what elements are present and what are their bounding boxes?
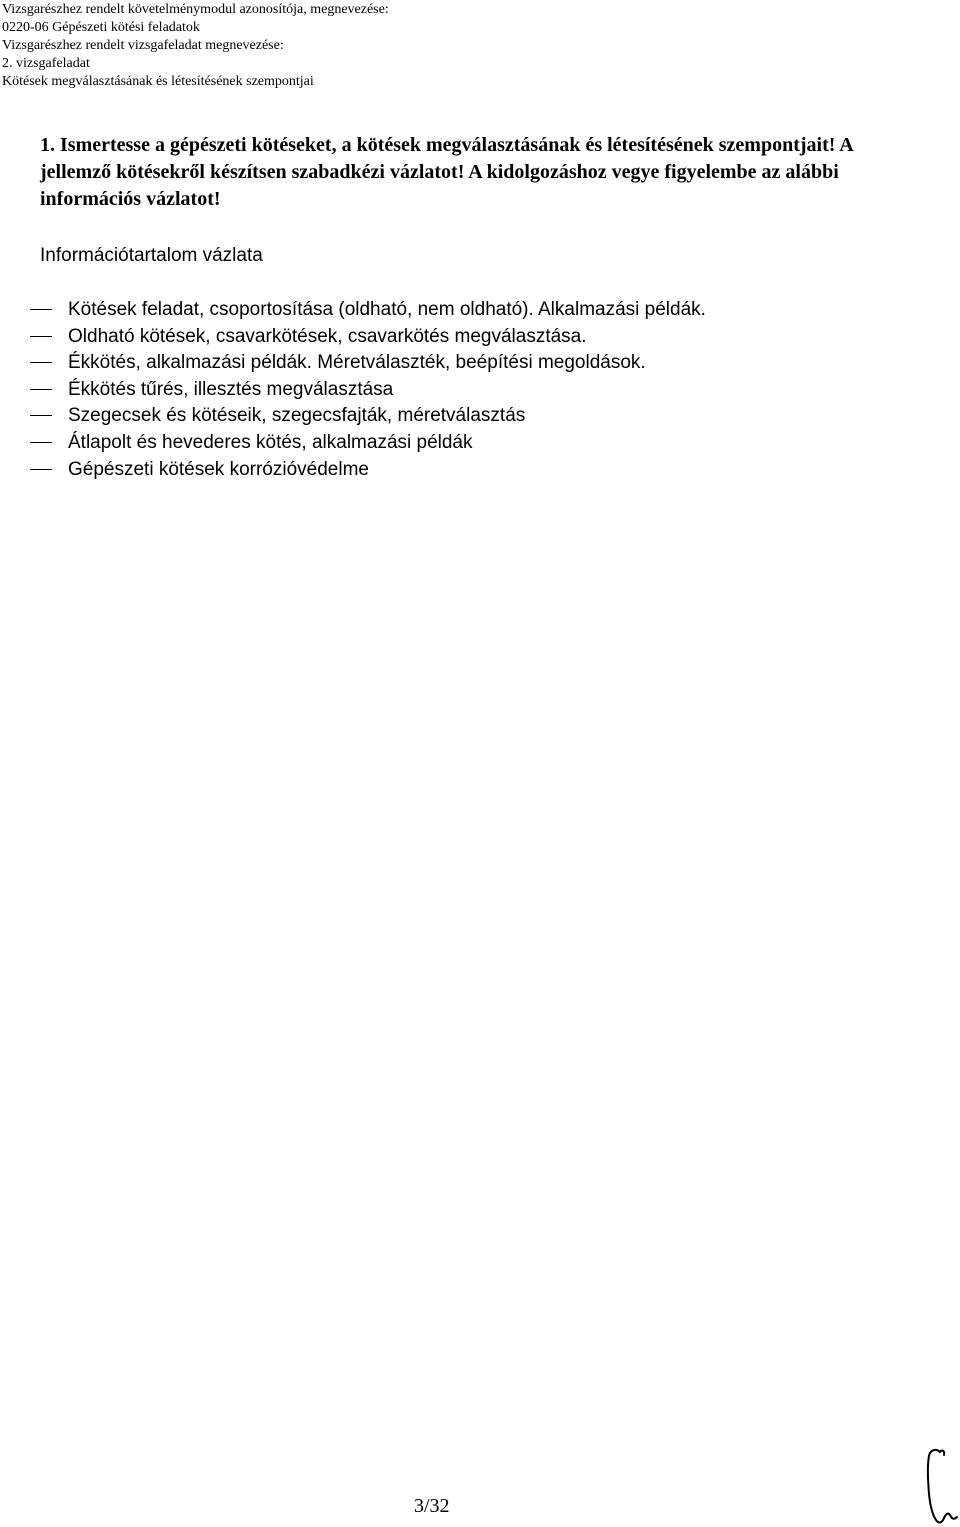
outline-item-text: Szegecsek és kötéseik, szegecsfajták, méretválasztás <box>68 405 526 427</box>
header-task-subtitle: Kötések megválasztásának és létesítésének szempontjai <box>2 74 314 89</box>
task-text: Ismertesse a gépészeti kötéseket, a kötések megválasztásának és létesítésének szempontjait! A jellemző kötésekről készítsen szabadkézi vázlatot! A kidolgozáshoz vegye figyelembe az alábbi információs vázlatot! <box>40 134 853 210</box>
dash-bullet-icon <box>30 309 52 310</box>
outline-item-text: Ékkötés, alkalmazási példák. Méretválaszték, beépítési megoldások. <box>68 352 646 374</box>
dash-bullet-icon <box>30 469 52 470</box>
outline-item-text: Gépészeti kötések korrózióvédelme <box>68 458 369 480</box>
task-number: 1. <box>40 134 55 156</box>
page-number: 3/32 <box>414 1495 450 1517</box>
dash-bullet-icon <box>30 415 52 416</box>
dash-bullet-icon <box>30 362 52 363</box>
header-task-label: Vizsgarészhez rendelt vizsgafeladat megnevezése: <box>2 38 284 53</box>
dash-bullet-icon <box>30 389 52 390</box>
dash-bullet-icon <box>30 336 52 337</box>
task-question <box>40 132 920 213</box>
header-module-value: 0220-06 Gépészeti kötési feladatok <box>2 20 200 35</box>
outline-item-text: Átlapolt és hevederes kötés, alkalmazási példák <box>68 431 473 453</box>
header-module-label: Vizsgarészhez rendelt követelménymodul azonosítója, megnevezése: <box>2 2 389 17</box>
outline-item-text: Ékkötés tűrés, illesztés megválasztása <box>68 378 394 400</box>
section-title: Információtartalom vázlata <box>40 245 263 266</box>
dash-bullet-icon <box>30 442 52 443</box>
header-task-value: 2. vizsgafeladat <box>2 56 90 71</box>
outline-item-text: Oldható kötések, csavarkötések, csavarkötés megválasztása. <box>68 325 587 347</box>
handwritten-initial-icon <box>920 1446 960 1527</box>
outline-item-text: Kötések feladat, csoportosítása (oldható, nem oldható). Alkalmazási példák. <box>68 299 706 320</box>
